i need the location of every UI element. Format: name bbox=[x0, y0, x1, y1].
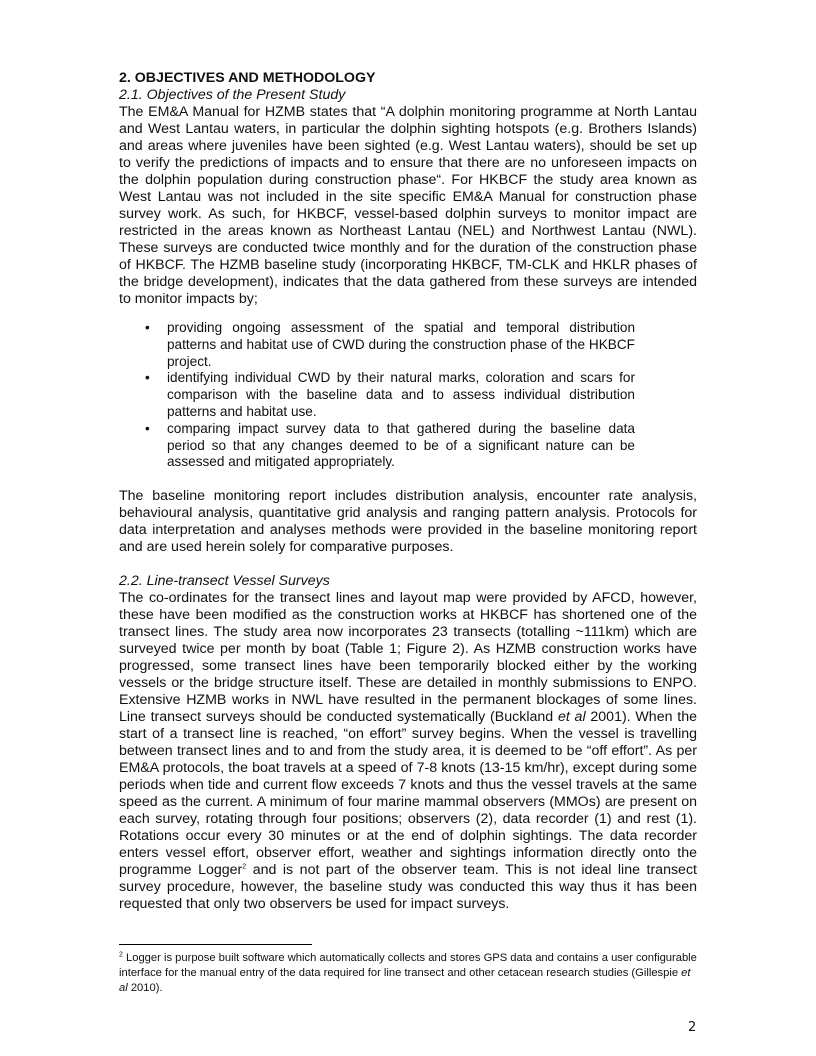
objectives-bullet-list bbox=[119, 320, 635, 471]
page-number: 2 bbox=[688, 1020, 697, 1035]
section-heading: 2. OBJECTIVES AND METHODOLOGY bbox=[119, 70, 376, 86]
bullet-text: identifying individual CWD by their natural marks, coloration and scars for comparison with the baseline data and to assess individual distribution patterns and habitat use. bbox=[167, 370, 635, 419]
footnote: $^2$ Logger is purpose built software which automatically collects and stores GPS data and contains a user configurable interface for the manual entry of the data required for line transect and other cetacean research studies (Gillespie et al 2010). bbox=[119, 951, 697, 994]
document-body bbox=[119, 70, 697, 913]
footnote-marker: 2 bbox=[119, 951, 123, 959]
footnote-divider bbox=[119, 944, 312, 945]
bullet-icon: • bbox=[145, 370, 150, 386]
subsection-heading-line-transect: 2.2. Line-transect Vessel Surveys bbox=[119, 573, 330, 590]
footnote-reference: 2 bbox=[242, 863, 247, 871]
bullet-text: providing ongoing assessment of the spatial and temporal distribution patterns and habitat use of CWD during the construction phase of the HKBCF project. bbox=[167, 320, 635, 369]
bullet-item bbox=[145, 420, 635, 471]
line-transect-paragraph: The co-ordinates for the transect lines and layout map were provided by AFCD, however, these have been modified as the construction works at HKBCF has shortened one of the transect lines. The study area now incorporates 23 transects (totalling ~111km) which are surveyed twice per month by boat (Table 1; Figure 2). As HZMB construction works have progressed, some transect lines have been temporarily blocked either by the working vessels or the bridge structure itself. These are detailed in monthly submissions to ENPO. Extensive HZMB works in NWL have resulted in the permanent blockages of some lines. Line transect surveys should be conducted systematically (Buckland et al 2001). When the start of a transect line is reached, “on effort” survey begins. When the vessel is travelling between transect lines and to and from the study area, it is deemed to be “off effort”. As per EM&A protocols, the boat travels at a speed of 7-8 knots (13-15 km/hr), except during some periods when tide and current flow exceeds 7 knots and thus the vessel travels at the same speed as the current. A minimum of four marine mammal observers (MMOs) are present on each survey, rotating through four positions; observers (2), data recorder (1) and rest (1). Rotations occur every 30 minutes or at the end of dolphin sightings. The data recorder enters vessel effort, observer effort, weather and sightings information directly onto the programme Logger$^2$ and is not part of the observer team. This is not ideal line transect survey procedure, however, the baseline study was conducted this way thus it has been requested that only two observers be used for impact surveys. bbox=[119, 590, 697, 913]
objectives-paragraph: The EM&A Manual for HZMB states that “A dolphin monitoring programme at North Lantau and West Lantau waters, in particular the dolphin sighting hotspots (e.g. Brothers Islands) and areas where juveniles have been sighted (e.g. West Lantau waters), should be set up to verify the predictions of impacts and to ensure that there are no unforeseen impacts on the dolphin population during construction phase“. For HKBCF the study area known as West Lantau was not included in the site specific EM&A Manual for construction phase survey work. As such, for HKBCF, vessel-based dolphin surveys to monitor impact are restricted in the areas known as Northeast Lantau (NEL) and Northwest Lantau (NWL). These surveys are conducted twice monthly and for the duration of the construction phase of HKBCF. The HZMB baseline study (incorporating HKBCF, TM-CLK and HKLR phases of the bridge development), indicates that the data gathered from these surveys are intended to monitor impacts by; bbox=[119, 104, 697, 307]
bullet-icon: • bbox=[145, 320, 150, 335]
bullet-icon: • bbox=[145, 420, 150, 436]
bullet-item bbox=[145, 370, 635, 420]
subsection-heading-objectives: 2.1. Objectives of the Present Study bbox=[119, 87, 346, 103]
bullet-text: comparing impact survey data to that gathered during the baseline data period so that any changes deemed to be of a significant nature can be assessed and mitigated appropriately. bbox=[167, 420, 635, 470]
baseline-report-paragraph: The baseline monitoring report includes distribution analysis, encounter rate analysis, behavioural analysis, quantitative grid analysis and ranging pattern analysis. Protocols for data interpretation and analyses methods were provided in the baseline monitoring report and are used herein solely for comparative purposes. bbox=[119, 488, 697, 556]
bullet-item bbox=[145, 320, 635, 370]
